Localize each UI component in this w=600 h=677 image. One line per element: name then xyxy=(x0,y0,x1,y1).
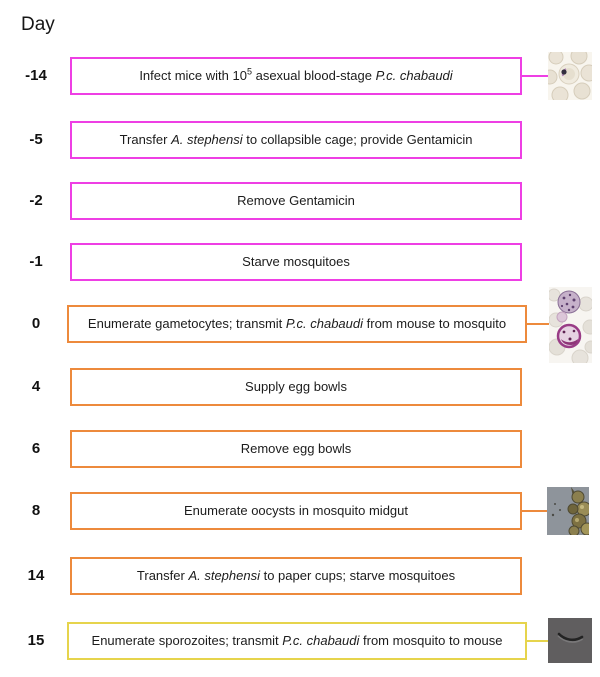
step-text: Remove egg bowls xyxy=(240,440,352,456)
day-column-header: Day xyxy=(21,14,55,35)
step-text: Enumerate sporozoites; transmit P.c. chabaudi from mosquito to mouse xyxy=(91,632,503,648)
day-label: 14 xyxy=(27,567,45,584)
day-label: -2 xyxy=(29,192,43,209)
day-label: 15 xyxy=(27,632,45,649)
day-label: -1 xyxy=(29,253,43,270)
step-text: Transfer A. stephensi to collapsible cage; provide Gentamicin xyxy=(119,131,473,147)
step-text: Enumerate oocysts in mosquito midgut xyxy=(184,502,408,518)
day-label: 0 xyxy=(31,315,41,332)
step-box-day-15 xyxy=(67,622,527,660)
day-label: 8 xyxy=(31,502,41,519)
connector-line-day-0 xyxy=(527,323,549,325)
step-box-day-14 xyxy=(70,557,522,595)
gametocytes-thumbnail xyxy=(549,287,592,363)
step-box-day--5 xyxy=(70,121,522,159)
step-box-day-0 xyxy=(67,305,527,343)
step-box-day--2 xyxy=(70,182,522,220)
step-text: Remove Gentamicin xyxy=(237,192,355,208)
step-box-day-4 xyxy=(70,368,522,406)
step-text: Infect mice with $10^5$ asexual blood-stage P.c. chabaudi xyxy=(139,66,453,83)
day-label: 4 xyxy=(31,378,41,395)
step-text: Enumerate gametocytes; transmit P.c. chabaudi from mouse to mosquito xyxy=(87,315,507,331)
day-label: -14 xyxy=(25,67,47,84)
day-label: -5 xyxy=(29,131,43,148)
connector-line-day-minus14 xyxy=(522,75,548,77)
oocysts-thumbnail xyxy=(547,487,589,535)
day-label: 6 xyxy=(31,440,41,457)
step-text: Transfer A. stephensi to paper cups; starve mosquitoes xyxy=(136,567,456,583)
step-box-day-8 xyxy=(70,492,522,530)
sporozoite-thumbnail xyxy=(548,618,592,663)
step-box-day--14 xyxy=(70,57,522,95)
step-text: Supply egg bowls xyxy=(245,378,347,394)
step-box-day--1 xyxy=(70,243,522,281)
step-box-day-6 xyxy=(70,430,522,468)
connector-line-day-15 xyxy=(527,640,548,642)
connector-line-day-8 xyxy=(522,510,547,512)
step-text: Starve mosquitoes xyxy=(242,253,350,269)
blood-smear-thumbnail xyxy=(548,52,592,100)
